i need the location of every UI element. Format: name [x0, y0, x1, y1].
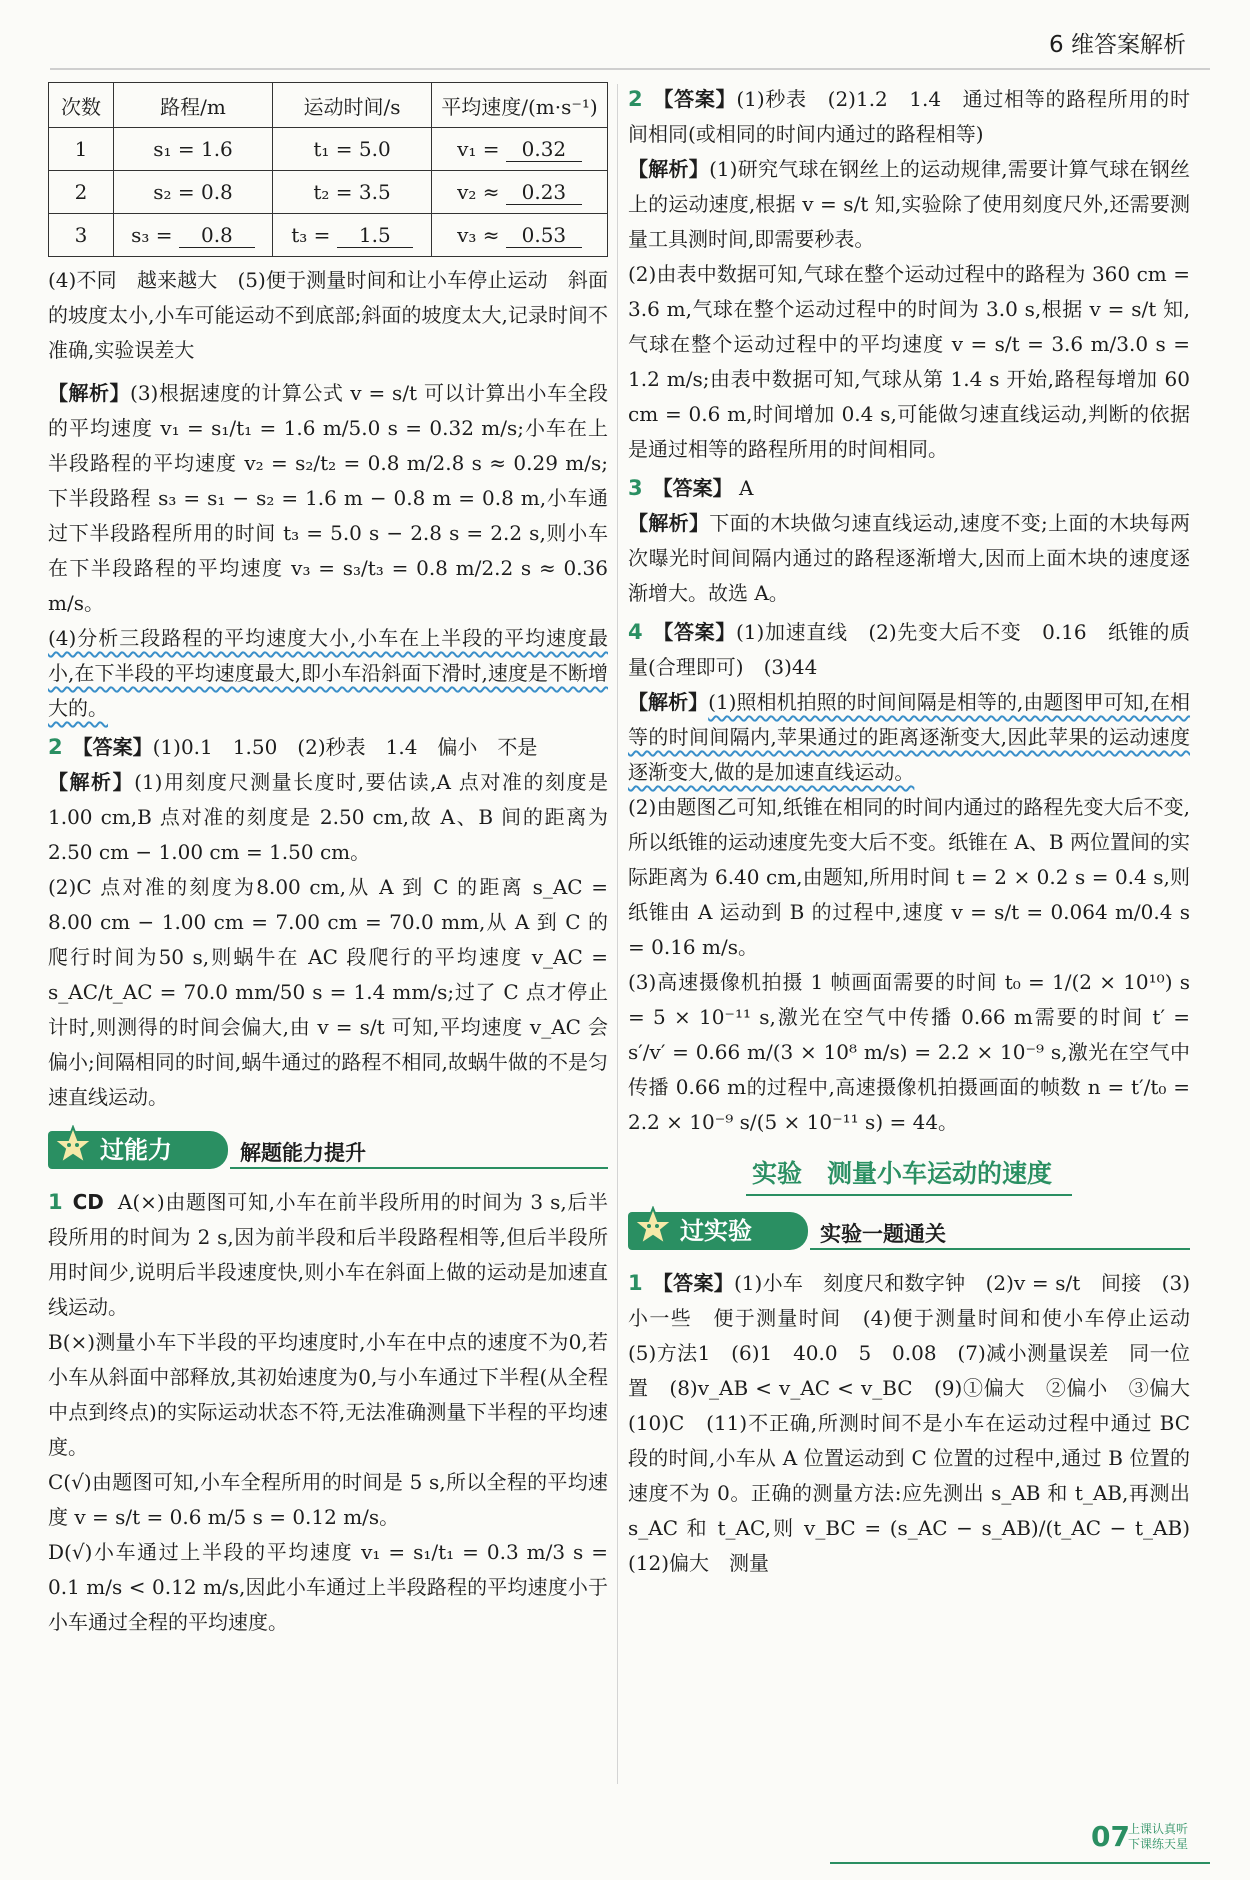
section-subtitle: 实验一题通关 — [820, 1222, 946, 1246]
analysis-paragraph — [48, 376, 608, 621]
star-mascot-icon — [52, 1125, 94, 1167]
table-cell — [273, 214, 432, 257]
question-answer — [48, 1185, 608, 1325]
analysis-paragraph: (2)由题图乙可知,纸锥在相同的时间内通过的路程先变大后不变,所以纸锥的运动速度先变大后不变。纸锥在 A、B 两位置间的实际距离为 6.40 cm,由题知,所用时间 t = 2 × 0.2 s = 0.4 s,则纸锥由 A 运动到 B 的过程中,速度 v = s/t = 0.064 m/0.4 s = 0.16 m/s。 — [628, 795, 1190, 959]
filled-answer: 0.8 — [179, 223, 255, 248]
cell-label: t₃ = — [291, 222, 331, 247]
analysis-paragraph — [628, 506, 1190, 611]
table-header-row — [49, 83, 608, 128]
analysis-paragraph: (3)高速摄像机拍摄 1 帧画面需要的时间 t₀ = 1/(2 × 10¹⁰) s = 5 × 10⁻¹¹ s,激光在空气中传播 0.66 m需要的时间 t′ = s′/v′ = 0.66 m/(3 × 10⁸ m/s) = 2.2 × 10⁻⁹ s,激光在空气中传播 0.66 m的过程中,高速摄像机拍摄画面的帧数 n = t′/t₀ = 2.2 × 10⁻⁹ s/(5 × 10⁻¹¹ s) = 44。 — [628, 970, 1190, 1134]
option-analysis: C(√)由题图可知,小车全程所用的时间是 5 s,所以全程的平均速度 v = s/t = 0.6 m/5 s = 0.12 m/s。 — [48, 1470, 608, 1529]
highlighted-text: (4)分析三段路程的平均速度大小,小车在上半段的平均速度最小,在下半段的平均速度最大,即小车沿斜面下滑时,速度是不断增大的。 — [48, 626, 608, 720]
analysis-paragraph: (2)C 点对准的刻度为8.00 cm,从 A 到 C 的距离 s_AC = 8.00 cm − 1.00 cm = 7.00 cm = 70.0 mm,从 A 到 C 的爬行时间为50 s,则蜗牛在 AC 段爬行的平均速度 v_AC = s_AC/t_AC = 70.0 mm/50 s = 1.4 mm/s;过了 C 点才停止计时,则测得的时间会偏大,由 v = s/t 可知,平均速度 v_AC 会偏小;间隔相同的时间,蜗牛通过的路程不相同,故蜗牛做的不是匀速直线运动。 — [48, 875, 608, 1109]
analysis-text: 下面的木块做匀速直线运动,速度不变;上面的木块每两次曝光时间间隔内通过的路程逐渐增大,因而上面木块的速度逐渐增大。故选 A。 — [628, 511, 1190, 605]
table-cell: t₁ = 5.0 — [273, 128, 432, 171]
cell-label: v₁ = — [457, 136, 500, 161]
analysis-text: (1)研究气球在钢丝上的运动规律,需要计算气球在钢丝上的运动速度,根据 v = s/t 知,实验除了使用刻度尺外,还需要测量工具测时间,即需要秒表。 — [628, 157, 1191, 251]
question-number: 3 — [628, 476, 643, 500]
answer-text: (4)不同 越来越大 (5)便于测量时间和让小车停止运动 斜面的坡度太小,小车可能运动不到底部;斜面的坡度太大,记录时间不准确,实验误差大 — [48, 268, 608, 362]
section-header-experiment — [628, 1212, 1190, 1252]
answer-text: (1)0.1 1.50 (2)秒表 1.4 偏小 不是 — [152, 735, 538, 759]
left-column — [48, 82, 608, 1640]
analysis-paragraph: (2)由表中数据可知,气球在整个运动过程中的路程为 360 cm = 3.6 m,气球在整个运动过程中的时间为 3.0 s,根据 v = s/t 知,气球在整个运动过程中的平均速度 v = s/t = 3.6 m/3.0 s = 1.2 m/s;由表中数据可知,气球从第 1.4 s 开始,路程每增加 60 cm = 0.6 m,时间增加 0.4 s,可能做匀速直线运动,判断的依据是通过相等的路程所用的时间相同。 — [628, 262, 1190, 461]
table-header: 路程/m — [114, 83, 273, 128]
page-number: 07 — [1091, 1820, 1130, 1853]
table-cell: 2 — [49, 171, 114, 214]
star-mascot-icon — [632, 1206, 674, 1248]
section-rule — [810, 1248, 1190, 1250]
filled-answer: 0.23 — [506, 180, 582, 205]
option-analysis: A(×)由题图可知,小车在前半段所用的时间为 3 s,后半段所用的时间为 2 s,因为前半段和后半段路程相等,但后半段所用时间少,说明后半段速度快,则小车在斜面上做的运动是加速直线运动。 — [48, 1190, 608, 1319]
table-cell — [432, 171, 608, 214]
header-rule — [50, 68, 1210, 70]
cell-label: s₃ = — [131, 222, 173, 247]
table-cell — [432, 214, 608, 257]
table-cell: s₁ = 1.6 — [114, 128, 273, 171]
analysis-paragraph — [48, 765, 608, 870]
table-cell: 3 — [49, 214, 114, 257]
cell-label: v₂ ≈ — [457, 179, 500, 204]
cell-label: v₃ ≈ — [457, 222, 500, 247]
question-answer — [628, 471, 1190, 506]
table-header: 次数 — [49, 83, 114, 128]
answer-text: (1)加速直线 (2)先变大后不变 0.16 纸锥的质量(合理即可) (3)44 — [628, 620, 1190, 679]
table-cell — [114, 214, 273, 257]
analysis-tag: 【解析】 — [48, 381, 131, 405]
question-answer — [628, 615, 1190, 685]
question-answer — [628, 1266, 1210, 1581]
answer-text: A — [738, 476, 754, 500]
table-cell: 1 — [49, 128, 114, 171]
column-divider — [617, 84, 618, 1784]
section-badge: 过实验 — [628, 1212, 808, 1250]
answer-text: (1)小车 刻度尺和数字钟 (2)v = s/t 间接 (3)小一些 便于测量时间 (4)便于测量时间和使小车停止运动 (5)方法1 (6)1 40.0 5 0.08 (7)减小测量误差 同一位置 (8)v_AB < v_AC < v_BC (9)①偏大 ②偏小 ③偏大 (10)C (11)不正确,所测时间不是小车在运动过程中通过 BC 段的时间,小车从 A 位置运动到 C 位置的过程中,通过 B 位置的速度不为 0。正确的测量方法:应先测出 s_AB 和 t_AB,再测出 s_AC 和 t_AC,则 v_BC = (s_AC − s_AB)/(t_AC − t_AB) (12)偏大 测量 — [628, 1271, 1210, 1575]
analysis-paragraph — [48, 621, 608, 726]
answer-tag: 【答案】 — [652, 1271, 734, 1295]
filled-answer: 1.5 — [337, 223, 413, 248]
table-header: 平均速度/(m·s⁻¹) — [432, 83, 608, 128]
question-number: 1 — [48, 1190, 63, 1214]
answer-text: (1)秒表 (2)1.2 1.4 通过相等的路程所用的时间相同(或相同的时间内通过的路程相等) — [628, 87, 1190, 146]
experiment-title-text: 实验 测量小车运动的速度 — [746, 1154, 1072, 1196]
option-analysis: D(√)小车通过上半段的平均速度 v₁ = s₁/t₁ = 0.3 m/3 s = 0.1 m/s < 0.12 m/s,因此小车通过上半段路程的平均速度小于小车通过全程的平均速度。 — [48, 1540, 608, 1634]
question-number: 2 — [48, 735, 63, 759]
analysis-tag: 【解析】 — [628, 690, 709, 714]
answer-tag: 【答案】 — [72, 735, 153, 759]
filled-answer: 0.53 — [506, 223, 582, 248]
page-header: 6 维答案解析 — [1049, 32, 1186, 58]
question-answer — [628, 82, 1190, 152]
question-number: 2 — [628, 87, 643, 111]
table-cell: s₂ = 0.8 — [114, 171, 273, 214]
experiment-title — [628, 1154, 1190, 1196]
option-analysis: B(×)测量小车下半段的平均速度时,小车在中点的速度不为0,若小车从斜面中部释放,其初始速度为0,与小车通过下半程(从全程中点到终点)的实际运动状态不符,无法准确测量下半程的平均速度。 — [48, 1330, 608, 1459]
footer-slogan: 上课认真听 下课练天星 — [1128, 1822, 1189, 1851]
data-table — [48, 82, 608, 257]
answer-choice: CD — [72, 1190, 104, 1214]
answer-tag: 【答案】 — [652, 87, 737, 111]
analysis-tag: 【解析】 — [48, 770, 135, 794]
answer-tag: 【答案】 — [652, 620, 736, 644]
section-subtitle: 解题能力提升 — [240, 1141, 366, 1165]
question-answer — [48, 730, 608, 765]
section-header-ability — [48, 1131, 608, 1171]
table-cell — [432, 128, 608, 171]
right-column — [628, 82, 1210, 1581]
analysis-paragraph — [628, 685, 1190, 790]
analysis-text: (1)用刻度尺测量长度时,要估读,A 点对准的刻度是 1.00 cm,B 点对准的刻度是 2.50 cm,故 A、B 间的距离为 2.50 cm − 1.00 cm = 1.50 cm。 — [48, 770, 608, 864]
analysis-text: (3)根据速度的计算公式 v = s/t 可以计算出小车全段的平均速度 v₁ = s₁/t₁ = 1.6 m/5.0 s = 0.32 m/s;小车在上半段路程的平均速度 v₂ = s₂/t₂ = 0.8 m/2.8 s ≈ 0.29 m/s;下半段路程 s₃ = s₁ − s₂ = 1.6 m − 0.8 m = 0.8 m,小车通过下半段路程所用的时间 t₃ = 5.0 s − 2.8 s = 2.2 s,则小车在下半段路程的平均速度 v₃ = s₃/t₃ = 0.8 m/2.2 s ≈ 0.36 m/s。 — [48, 381, 609, 615]
table-row — [49, 128, 608, 171]
table-row — [49, 171, 608, 214]
analysis-tag: 【解析】 — [628, 511, 710, 535]
answer-tag: 【答案】 — [652, 476, 733, 500]
footer-rule — [830, 1862, 1210, 1864]
highlighted-text: (1)照相机拍照的时间间隔是相等的,由题图甲可知,在相等的时间间隔内,苹果通过的距离逐渐变大,因此苹果的运动速度逐渐变大,做的是加速直线运动。 — [628, 690, 1191, 784]
section-badge: 过能力 — [48, 1131, 228, 1169]
table-header: 运动时间/s — [273, 83, 432, 128]
analysis-paragraph — [628, 152, 1190, 257]
section-rule — [230, 1167, 608, 1169]
table-row — [49, 214, 608, 257]
analysis-tag: 【解析】 — [628, 157, 710, 181]
table-cell: t₂ = 3.5 — [273, 171, 432, 214]
filled-answer: 0.32 — [506, 137, 582, 162]
question-number: 4 — [628, 620, 643, 644]
question-number: 1 — [628, 1271, 643, 1295]
